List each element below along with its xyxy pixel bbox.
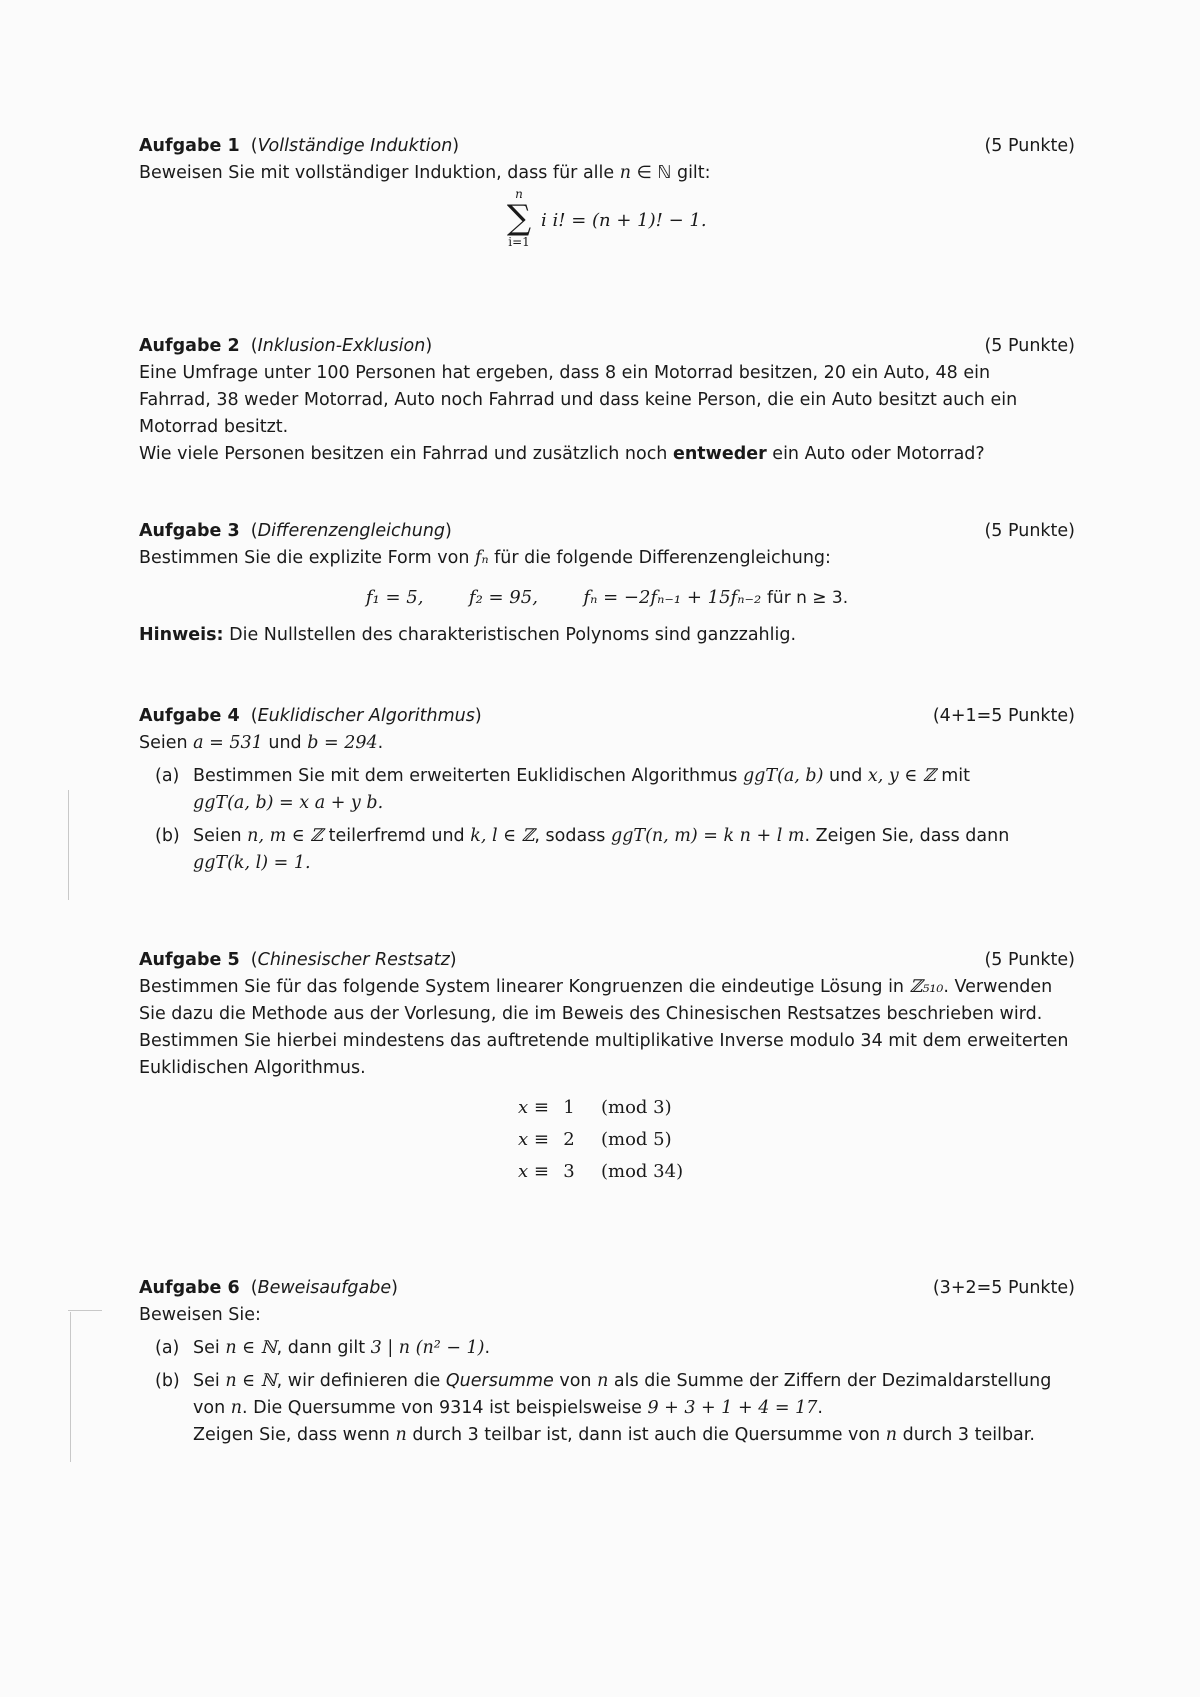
text: durch 3 teilbar ist, dann ist auch die Quersumme von	[406, 1425, 886, 1445]
subtask-a	[139, 763, 1075, 817]
recurrence-formula	[139, 584, 1075, 612]
text: für die folgende Differenzengleichung:	[488, 548, 831, 568]
text: .	[377, 733, 384, 753]
problem-text	[139, 730, 1075, 757]
text: von	[553, 1371, 598, 1391]
math: k, l ∈ ℤ	[470, 826, 535, 846]
text: mit	[935, 766, 970, 786]
sum-lower-limit: i=1	[508, 235, 530, 249]
problem-text: Beweisen Sie:	[139, 1305, 261, 1325]
text: .	[484, 1338, 491, 1358]
problem-label: Aufgabe 6	[139, 1278, 240, 1298]
math: n, m ∈ ℤ	[247, 826, 324, 846]
problem-title: Aufgabe 3 (Differenzengleichung)	[139, 521, 452, 541]
subtask-body	[193, 763, 1075, 817]
problem-hint	[139, 622, 1075, 649]
math: 9 + 3 + 1 + 4 = 17	[647, 1398, 818, 1418]
problem-question	[139, 441, 1075, 468]
math: ℤ₅₁₀	[909, 977, 944, 997]
congruence-row	[507, 1092, 707, 1124]
math: b = 294	[307, 733, 378, 753]
hint-text: Die Nullstellen des charakteristischen Polynoms sind ganzzahlig.	[223, 625, 797, 645]
subtask-a	[139, 1335, 1075, 1362]
subtask-label: (b)	[155, 826, 180, 846]
problem-points: (5 Punkte)	[984, 336, 1075, 356]
problem-text	[139, 545, 1075, 572]
text: Bestimmen Sie mit dem erweiterten Euklidischen Algorithmus	[193, 766, 743, 786]
congruence-row	[507, 1124, 707, 1156]
problem-text: Fahrrad, 38 weder Motorrad, Auto noch Fahrrad und dass keine Person, die ein Auto besitzt auch ein	[139, 390, 1018, 410]
problem-title: Aufgabe 6 (Beweisaufgabe)	[139, 1278, 398, 1298]
text: Bestimmen Sie die explizite Form von	[139, 548, 475, 568]
math: ggT(n, m) = k n + l m	[611, 826, 805, 846]
text: Seien	[193, 826, 248, 846]
problem-text	[139, 974, 1075, 1001]
problem-points: (4+1=5 Punkte)	[932, 706, 1075, 726]
text: Sei	[193, 1371, 226, 1391]
problem-text: Motorrad besitzt.	[139, 417, 289, 437]
problem-header	[139, 333, 1075, 360]
sum-upper-limit: n	[515, 187, 523, 201]
problem-points: (5 Punkte)	[984, 950, 1075, 970]
math: ggT(a, b) = x a + y b.	[193, 793, 384, 813]
congruence-lhs: x ≡	[518, 1129, 549, 1150]
math: n ∈ ℕ	[225, 1371, 277, 1391]
problem-label: Aufgabe 3	[139, 521, 240, 541]
problem-3	[139, 518, 1075, 649]
text: Sei	[193, 1338, 226, 1358]
math: fₙ	[474, 548, 489, 568]
scan-mark	[68, 790, 69, 900]
congruence-system	[507, 1092, 707, 1188]
congruence-modulus: (mod 34)	[601, 1161, 684, 1182]
problem-text	[139, 160, 1075, 187]
congruence-rhs: 1	[563, 1097, 575, 1118]
problem-4	[139, 703, 1075, 877]
text: Beweisen Sie mit vollständiger Induktion, dass für alle	[139, 163, 620, 183]
math-condition: für n ≥ 3.	[766, 588, 849, 608]
problem-points: (5 Punkte)	[984, 521, 1075, 541]
text: Seien	[139, 733, 194, 753]
math: ggT(a, b)	[742, 766, 824, 786]
problem-topic: Inklusion-Exklusion	[257, 336, 426, 356]
hint-label: Hinweis:	[139, 625, 224, 645]
problem-topic: Chinesischer Restsatz	[257, 950, 450, 970]
problem-header	[139, 703, 1075, 730]
text: ein Auto oder Motorrad?	[766, 444, 985, 464]
text: . Verwenden	[943, 977, 1053, 997]
problem-text: Eine Umfrage unter 100 Personen hat ergeben, dass 8 ein Motorrad besitzen, 20 ein Auto, 48 ein	[139, 363, 991, 383]
problem-points: (3+2=5 Punkte)	[932, 1278, 1075, 1298]
problem-title: Aufgabe 4 (Euklidischer Algorithmus)	[139, 706, 482, 726]
sigma-block	[501, 187, 537, 249]
sum-formula	[139, 187, 1075, 279]
math: n	[230, 1398, 242, 1418]
text: . Zeigen Sie, dass dann	[804, 826, 1010, 846]
problem-header	[139, 518, 1075, 545]
subtask-b	[139, 1368, 1075, 1449]
problem-header	[139, 1275, 1075, 1302]
scan-mark	[68, 1310, 102, 1311]
problem-points: (5 Punkte)	[984, 136, 1075, 156]
congruence-lhs: x ≡	[518, 1097, 549, 1118]
math: 3 | n (n² − 1)	[370, 1338, 485, 1358]
text: . Die Quersumme von 9314 ist beispielsweise	[242, 1398, 648, 1418]
congruence-lhs: x ≡	[518, 1161, 549, 1182]
problem-header	[139, 947, 1075, 974]
problem-5	[139, 947, 1075, 1188]
text: durch 3 teilbar.	[897, 1425, 1035, 1445]
text: , dann gilt	[276, 1338, 371, 1358]
congruence-modulus: (mod 3)	[601, 1097, 672, 1118]
math: ggT(k, l) = 1.	[193, 853, 311, 873]
text: ∈ ℕ gilt:	[631, 163, 711, 183]
congruence-rhs: 2	[563, 1129, 575, 1150]
subtask-body	[193, 823, 1075, 877]
math: n	[619, 163, 632, 183]
problem-title: Aufgabe 5 (Chinesischer Restsatz)	[139, 950, 457, 970]
subtask-body	[193, 1368, 1075, 1449]
math: a = 531	[193, 733, 263, 753]
text: teilerfremd und	[323, 826, 471, 846]
text: Bestimmen Sie für das folgende System linearer Kongruenzen die eindeutige Lösung in	[139, 977, 910, 997]
problem-label: Aufgabe 4	[139, 706, 240, 726]
problem-title: Aufgabe 2 (Inklusion-Exklusion)	[139, 336, 433, 356]
math: f₂ = 95,	[468, 587, 538, 608]
text: .	[817, 1398, 823, 1418]
text: Zeigen Sie, dass wenn	[193, 1425, 396, 1445]
math: f₁ = 5,	[365, 587, 424, 608]
text: , sodass	[534, 826, 611, 846]
subtask-body	[193, 1335, 1075, 1362]
congruence-row	[507, 1156, 707, 1188]
problem-text: Bestimmen Sie hierbei mindestens das auftretende multiplikative Inverse modulo 34 mit dem erweiterten	[139, 1031, 1069, 1051]
math: n	[885, 1425, 898, 1445]
problem-label: Aufgabe 2	[139, 336, 240, 356]
problem-text: Sie dazu die Methode aus der Vorlesung, die im Beweis des Chinesischen Restsatzes beschrieben wird.	[139, 1004, 1043, 1024]
math: n ∈ ℕ	[225, 1338, 277, 1358]
problem-topic: Vollständige Induktion	[257, 136, 453, 156]
subtask-b	[139, 823, 1075, 877]
math: n	[597, 1371, 609, 1391]
problem-2	[139, 333, 1075, 468]
congruence-rhs: 3	[563, 1161, 575, 1182]
problem-label: Aufgabe 5	[139, 950, 240, 970]
emphasis: Quersumme	[445, 1371, 554, 1391]
scan-mark	[70, 1312, 71, 1462]
text: und	[823, 766, 868, 786]
problem-1	[139, 133, 1075, 279]
subtask-label: (b)	[155, 1371, 180, 1391]
math: n	[395, 1425, 407, 1445]
subtask-label: (a)	[155, 766, 180, 786]
emphasis: entweder	[672, 444, 767, 464]
problem-text: Euklidischen Algorithmus.	[139, 1058, 366, 1078]
math: fₙ = −2fₙ₋₁ + 15fₙ₋₂	[583, 587, 762, 608]
problem-header	[139, 133, 1075, 160]
math: x, y ∈ ℤ	[867, 766, 936, 786]
problem-topic: Beweisaufgabe	[257, 1278, 392, 1298]
text: , wir definieren die	[276, 1371, 446, 1391]
text: von	[193, 1398, 231, 1418]
sigma-sign: ∑	[506, 198, 532, 238]
subtask-label: (a)	[155, 1338, 180, 1358]
problem-title: Aufgabe 1 (Vollständige Induktion)	[139, 136, 460, 156]
text: als die Summe der Ziffern der Dezimaldarstellung	[608, 1371, 1052, 1391]
problem-topic: Differenzengleichung	[257, 521, 446, 541]
problem-topic: Euklidischer Algorithmus	[257, 706, 475, 726]
congruence-modulus: (mod 5)	[601, 1129, 672, 1150]
problem-6	[139, 1275, 1075, 1449]
sum-expression: i i! = (n + 1)! − 1.	[541, 210, 707, 231]
text: Wie viele Personen besitzen ein Fahrrad und zusätzlich noch	[139, 444, 673, 464]
text: und	[262, 733, 308, 753]
problem-label: Aufgabe 1	[139, 136, 240, 156]
